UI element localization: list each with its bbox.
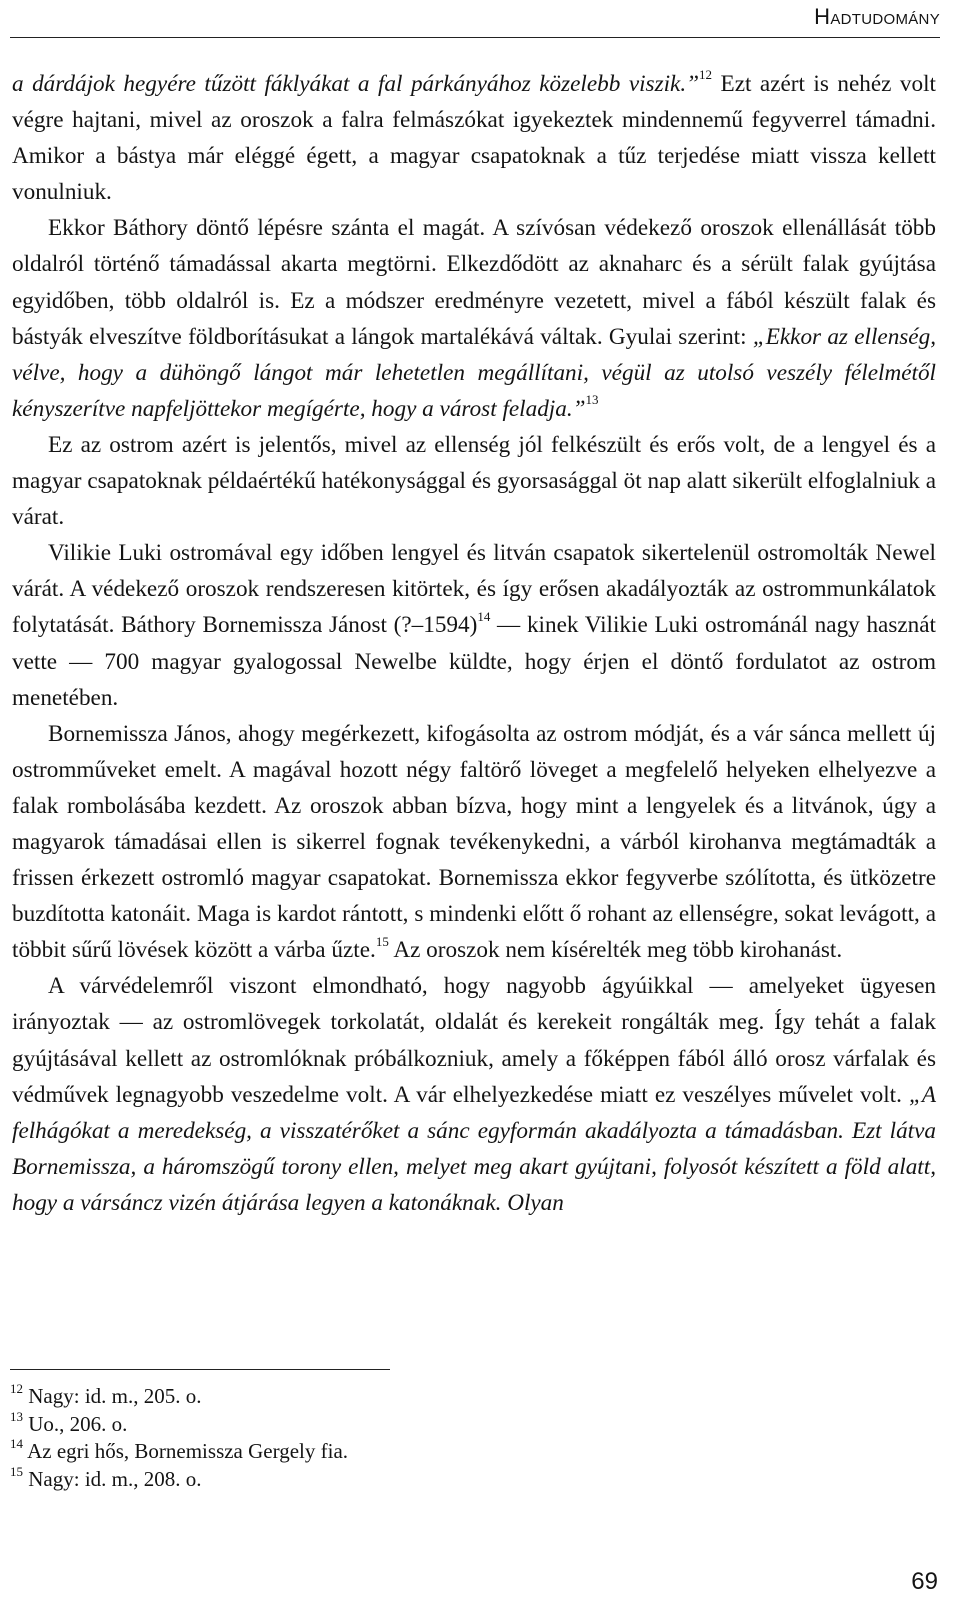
text-run: Bornemissza János, ahogy megérkezett, kifogásolta az ostrom módját, és a vár sánca mellett új ostromműveket emelt. A magával hozott négy faltörő löveget a megfelelő helyeken elhelyezve a falak rombolásába kezdett. Az oroszok abban bízva, hogy mint a lengyelek és a litvánok, úgy a magyarok támadásai ellen is sikerrel fognak tevékenykedni, a várból kirohanva megtámadták a frissen érkezett ostromló magyar csapatokat. Bornemissza ekkor fegyverbe szólította, és ütközetre buzdította katonáit. Maga is kardot rántott, s mindenki előtt ő rohant az ellenségre, sokat levágott, a többit sűrű lövések között a várba űzte. (12, 720, 936, 964)
footnote-number: 12 (10, 1381, 23, 1396)
footnote (10, 1438, 910, 1466)
footnote-number: 14 (10, 1436, 23, 1451)
text-run: — kinek Vilikie Luki ostrománál nagy hasznát vette — 700 magyar gyalogossal Newelbe küldte, hogy érjen el döntő fordulatot az ostrom menetében. (12, 612, 936, 711)
body-text (12, 66, 936, 1221)
footnote (10, 1463, 910, 1494)
text-run: Ez az ostrom azért is jelentős, mivel az ellenség jól felkészült és erős volt, de a lengyel és a magyar csapatoknak példaértékű hatékonysággal és gyorsasággal öt nap alatt sikerült elfoglalniuk a várat. (12, 431, 936, 531)
page-number: 69 (911, 1568, 938, 1595)
paragraph (12, 210, 936, 427)
running-header (0, 0, 960, 40)
footnote-text: Nagy: id. m., 205. o. (28, 1384, 202, 1408)
text-run: Ekkor Báthory döntő lépésre szánta el magát. A szívósan védekező oroszok ellenállását több oldalról történő támadással akarta megtörni. Elkezdődött az aknaharc és a sérült falak gyújtása egyidőben, több oldalról is. Ez a módszer eredményre vezetett, mivel a fából készült falak és bástyák elveszítve földborításukat a lángok martalékává váltak. Gyulai szerint: (12, 215, 936, 350)
text-run: Vilikie Luki ostromával egy időben lengyel és litván csapatok sikertelenül ostromolták Newel várát. A védekező oroszok rendszeresen kitörtek, és így erősen akadályozták az ostrommunkálatok folytatását. Báthory Bornemissza Jánost (?–1594) (12, 540, 936, 639)
footnote-ref: 13 (585, 392, 599, 408)
footnote-text: Uo., 206. o. (28, 1411, 128, 1436)
paragraph (12, 66, 936, 210)
footnote-ref: 15 (375, 933, 389, 949)
quoted-text: „Ekkor az ellenség, vélve, hogy a dühöngő lángot már lehetetlen megállítani, végül az utolsó veszély félelmétől kényszerítve napfeljöttekor megígérte, hogy a várost feladja.” (12, 323, 936, 422)
journal-title: Hadtudomány (814, 4, 940, 29)
footnotes (10, 1383, 910, 1493)
paragraph (12, 427, 936, 535)
footnote-rule (10, 1369, 390, 1370)
footnote-text: Az egri hős, Bornemissza Gergely fia. (27, 1439, 349, 1463)
text-run: A várvédelemről viszont elmondható, hogy nagyobb ágyúikkal — amelyeket ügyesen irányoztak — az ostromlövegek torkolatát, oldalát és kerekeit rongálták meg. Így tehát a falak gyújtásával kellett az ostromlóknak próbálkozniuk, amely a főképpen fából álló orosz várfalak és védművek legnagyobb veszedelme volt. A vár elhelyezkedése miatt ez veszélyes művelet volt. (12, 973, 936, 1108)
footnote-ref: 14 (477, 608, 491, 624)
quoted-text: a dárdájok hegyére tűzött fáklyákat a fal párkányához közelebb viszik.” (12, 71, 700, 97)
footnote-number: 13 (10, 1408, 23, 1424)
footnote-ref: 12 (699, 67, 713, 83)
text-run: Ezt azért is nehéz volt végre hajtani, mivel az oroszok a falra felmászókat igyekeztek mindennemű fegyverrel támadni. Amikor a bástya már eléggé égett, a magyar csapatoknak a tűz terjedése miatt vissza kellett vonulniuk. (12, 71, 937, 206)
footnote-number: 15 (10, 1463, 23, 1479)
paragraph (12, 535, 936, 715)
paragraph (12, 716, 936, 969)
text-run: Az oroszok nem kísérelték meg több kirohanást. (388, 937, 843, 964)
header-rule (10, 37, 940, 38)
footnote (10, 1383, 910, 1411)
quoted-text: „A felhágókat a meredekség, a visszatérőket a sánc egyformán akadályozta a támadásban. Ezt látva Bornemissza, a háromszögű torony ellen, melyet meg akart gyújtani, folyosót készített a föld alatt, hogy a vársáncz vizén átjárása legyen a katonáknak. Olyan (12, 1081, 936, 1216)
paragraph (12, 968, 936, 1221)
footnote (10, 1408, 910, 1439)
footnote-text: Nagy: id. m., 208. o. (28, 1466, 202, 1491)
